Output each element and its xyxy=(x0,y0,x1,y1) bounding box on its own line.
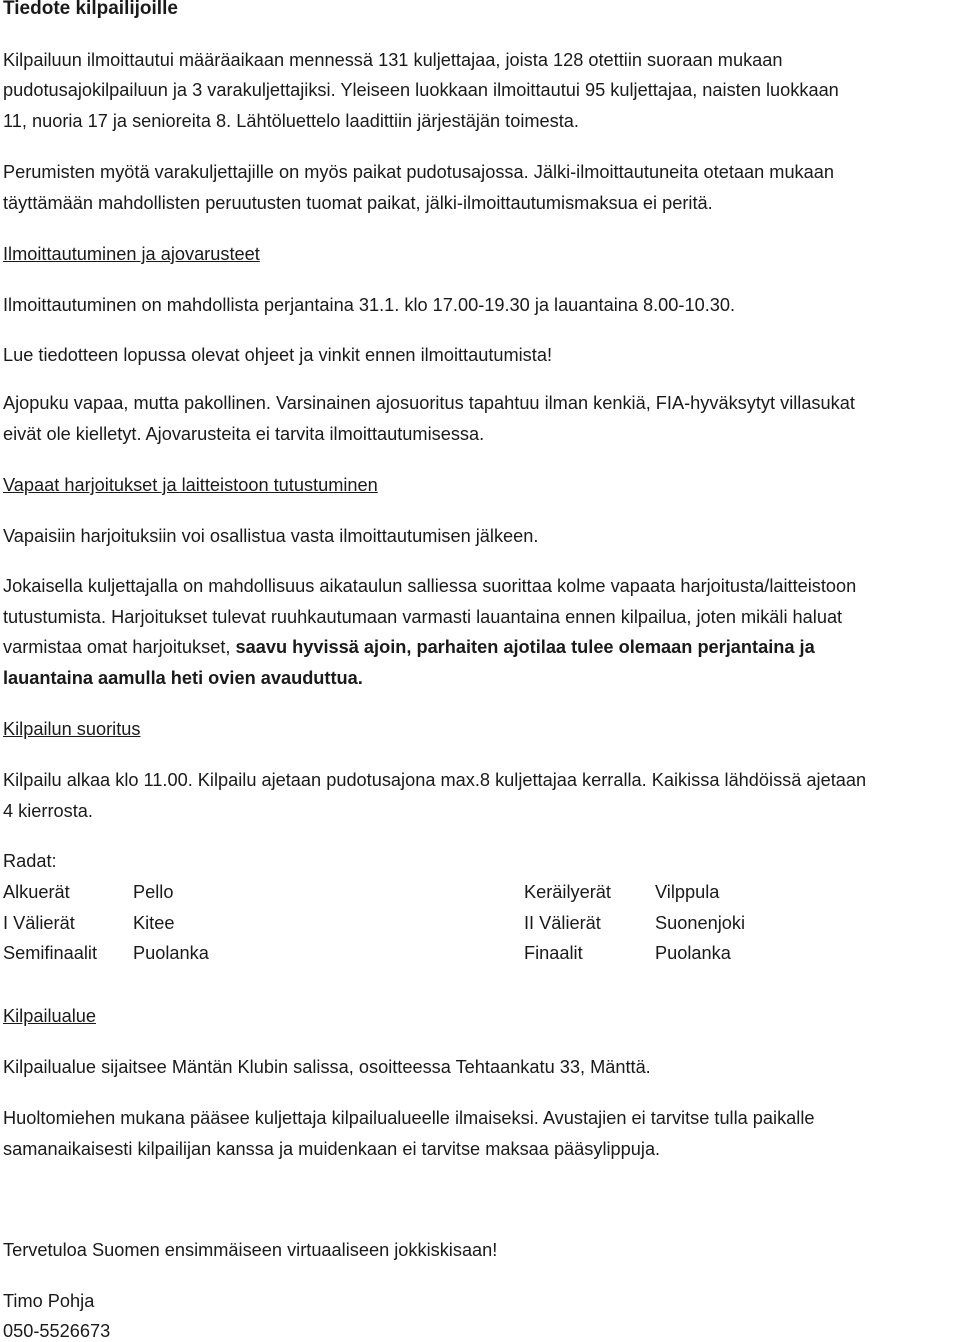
registration-heading: Ilmoittautuminen ja ajovarusteet xyxy=(3,244,260,264)
practice-line-3-bold: saavu hyvissä ajoin, parhaiten ajotilaa tulee olemaan perjantaina ja xyxy=(235,637,815,657)
intro-line-3: 11, nuoria 17 ja senioreita 8. Lähtöluettelo laadittiin järjestäjän toimesta. xyxy=(3,111,579,131)
intro-line-2: pudotusajokilpailuun ja 3 varakuljettajiksi. Yleiseen luokkaan ilmoittautui 95 kuljettajaa, naisten luokkaan xyxy=(3,80,839,100)
round-name: Alkuerät xyxy=(3,882,70,902)
intro-line-1: Kilpailuun ilmoittautui määräaikaan mennessä 131 kuljettajaa, joista 128 otettiin suoraan mukaan xyxy=(3,50,783,70)
race-heading: Kilpailun suoritus xyxy=(3,719,141,739)
practice-line-3 xyxy=(3,636,815,658)
tracks-label: Radat: xyxy=(3,851,57,871)
race-line-2: 4 kierrosta. xyxy=(3,801,93,821)
area-location: Kilpailualue sijaitsee Mäntän Klubin salissa, osoitteessa Tehtaankatu 33, Mänttä. xyxy=(3,1057,651,1077)
track-name: Kitee xyxy=(133,913,175,933)
round-name: Finaalit xyxy=(524,943,583,963)
reserve-line-2: täyttämään mahdollisten peruutusten tuomat paikat, jälki-ilmoittautumismaksua ei peritä. xyxy=(3,193,713,213)
practice-heading: Vapaat harjoitukset ja laitteistoon tutustuminen xyxy=(3,475,378,495)
practice-line-3-plain: varmistaa omat harjoitukset, xyxy=(3,637,236,657)
assist-line-2: samanaikaisesti kilpailijan kanssa ja muidenkaan ei tarvitse maksaa pääsylippuja. xyxy=(3,1139,661,1159)
practice-line-2: tutustumista. Harjoitukset tulevat ruuhkautumaan varmasti lauantaina ennen kilpailua, joten mikäli haluat xyxy=(3,607,843,627)
track-name: Puolanka xyxy=(133,943,209,963)
round-name: I Välierät xyxy=(3,913,75,933)
track-name: Pello xyxy=(133,882,174,902)
gear-line-1: Ajopuku vapaa, mutta pakollinen. Varsinainen ajosuoritus tapahtuu ilman kenkiä, FIA-hyväksytyt villasukat xyxy=(3,393,855,413)
signature-phone: 050-5526673 xyxy=(3,1321,111,1341)
round-name: Semifinaalit xyxy=(3,943,98,963)
document-title: Tiedote kilpailijoille xyxy=(3,0,178,19)
track-name: Puolanka xyxy=(655,943,731,963)
gear-line-2: eivät ole kielletyt. Ajovarusteita ei tarvita ilmoittautumisessa. xyxy=(3,424,485,444)
practice-after-registration: Vapaisiin harjoituksiin voi osallistua vasta ilmoittautumisen jälkeen. xyxy=(3,526,539,546)
reserve-line-1: Perumisten myötä varakuljettajille on myös paikat pudotusajossa. Jälki-ilmoittautuneita otetaan mukaan xyxy=(3,162,834,182)
round-name: II Välierät xyxy=(524,913,601,933)
assist-line-1: Huoltomiehen mukana pääsee kuljettaja kilpailualueelle ilmaiseksi. Avustajien ei tarvitse tulla paikalle xyxy=(3,1108,815,1128)
practice-line-1: Jokaisella kuljettajalla on mahdollisuus aikataulun salliessa suorittaa kolme vapaata harjoitusta/laitteistoon xyxy=(3,576,857,596)
track-name: Suonenjoki xyxy=(655,913,745,933)
signature-name: Timo Pohja xyxy=(3,1291,95,1311)
round-name: Keräilyerät xyxy=(524,882,611,902)
welcome-text: Tervetuloa Suomen ensimmäiseen virtuaaliseen jokkiskisaan! xyxy=(3,1240,498,1260)
read-notice: Lue tiedotteen lopussa olevat ohjeet ja vinkit ennen ilmoittautumista! xyxy=(3,345,552,365)
area-heading: Kilpailualue xyxy=(3,1006,97,1026)
race-line-1: Kilpailu alkaa klo 11.00. Kilpailu ajetaan pudotusajona max.8 kuljettajaa kerralla. Kaikissa lähdöissä ajetaan xyxy=(3,770,867,790)
track-name: Vilppula xyxy=(655,882,720,902)
registration-times: Ilmoittautuminen on mahdollista perjantaina 31.1. klo 17.00-19.30 ja lauantaina 8.00-10.30. xyxy=(3,295,736,315)
practice-line-4: lauantaina aamulla heti ovien avauduttua. xyxy=(3,668,363,688)
